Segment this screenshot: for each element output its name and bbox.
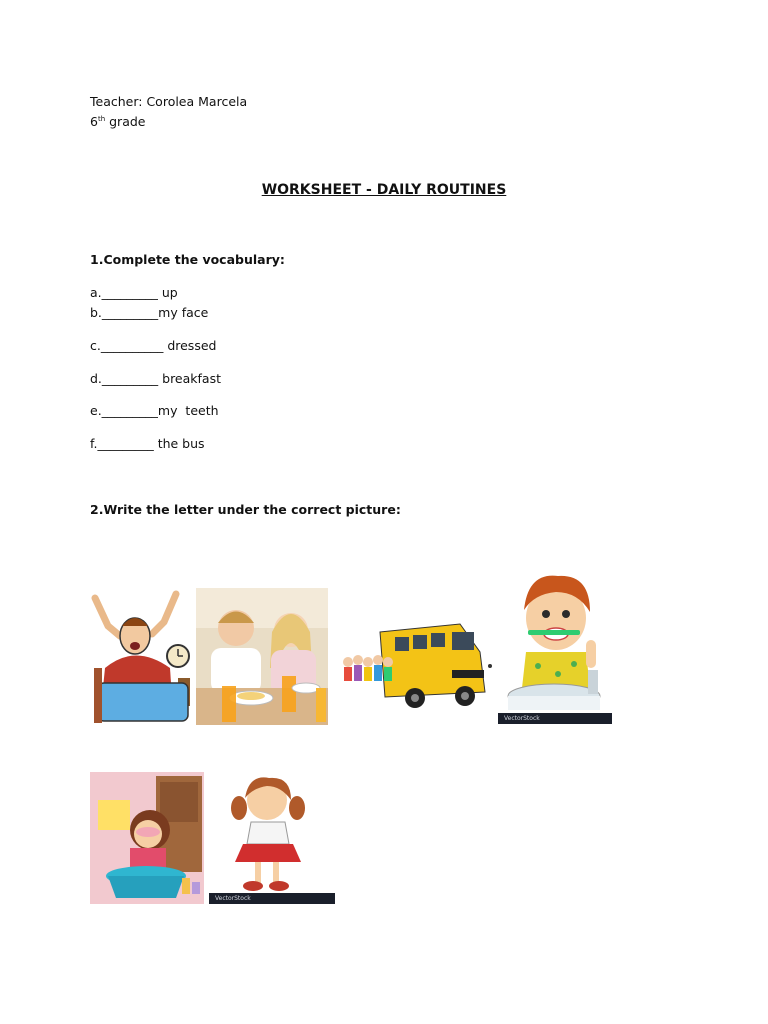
waking-up-picture (90, 588, 193, 725)
getting-dressed-picture (209, 772, 335, 904)
section1-heading: 1.Complete the vocabulary: (90, 252, 285, 267)
getting-dressed-illustration (209, 772, 335, 904)
vocab-item-f: f._________ the bus (90, 436, 205, 451)
school-bus-illustration (340, 612, 495, 714)
school-bus-picture (340, 612, 495, 714)
brushing-teeth-illustration (498, 570, 612, 724)
washing-face-picture (90, 772, 204, 904)
waking-up-illustration (90, 588, 193, 725)
vocab-item-a: a._________ up (90, 285, 178, 300)
grade-word: grade (109, 114, 146, 129)
teacher-name: Teacher: Corolea Marcela (90, 94, 248, 109)
vocab-item-d: d._________ breakfast (90, 371, 221, 386)
vectorstock-watermark-2: VectorStock (209, 893, 335, 904)
brushing-teeth-picture (498, 570, 612, 724)
grade-label (90, 114, 145, 129)
grade-number: 6 (90, 114, 98, 129)
grade-superscript: th (97, 114, 106, 123)
vectorstock-watermark: VectorStock (498, 713, 612, 724)
washing-face-illustration (90, 772, 204, 904)
vocab-item-e: e._________my teeth (90, 403, 219, 418)
section2-heading: 2.Write the letter under the correct picture: (90, 502, 401, 517)
worksheet-title: WORKSHEET - DAILY ROUTINES (261, 182, 507, 198)
vocab-item-b: b._________my face (90, 305, 209, 320)
vocab-item-c: c.__________ dressed (90, 338, 217, 353)
breakfast-illustration (196, 588, 328, 725)
eating-breakfast-picture (196, 588, 328, 725)
